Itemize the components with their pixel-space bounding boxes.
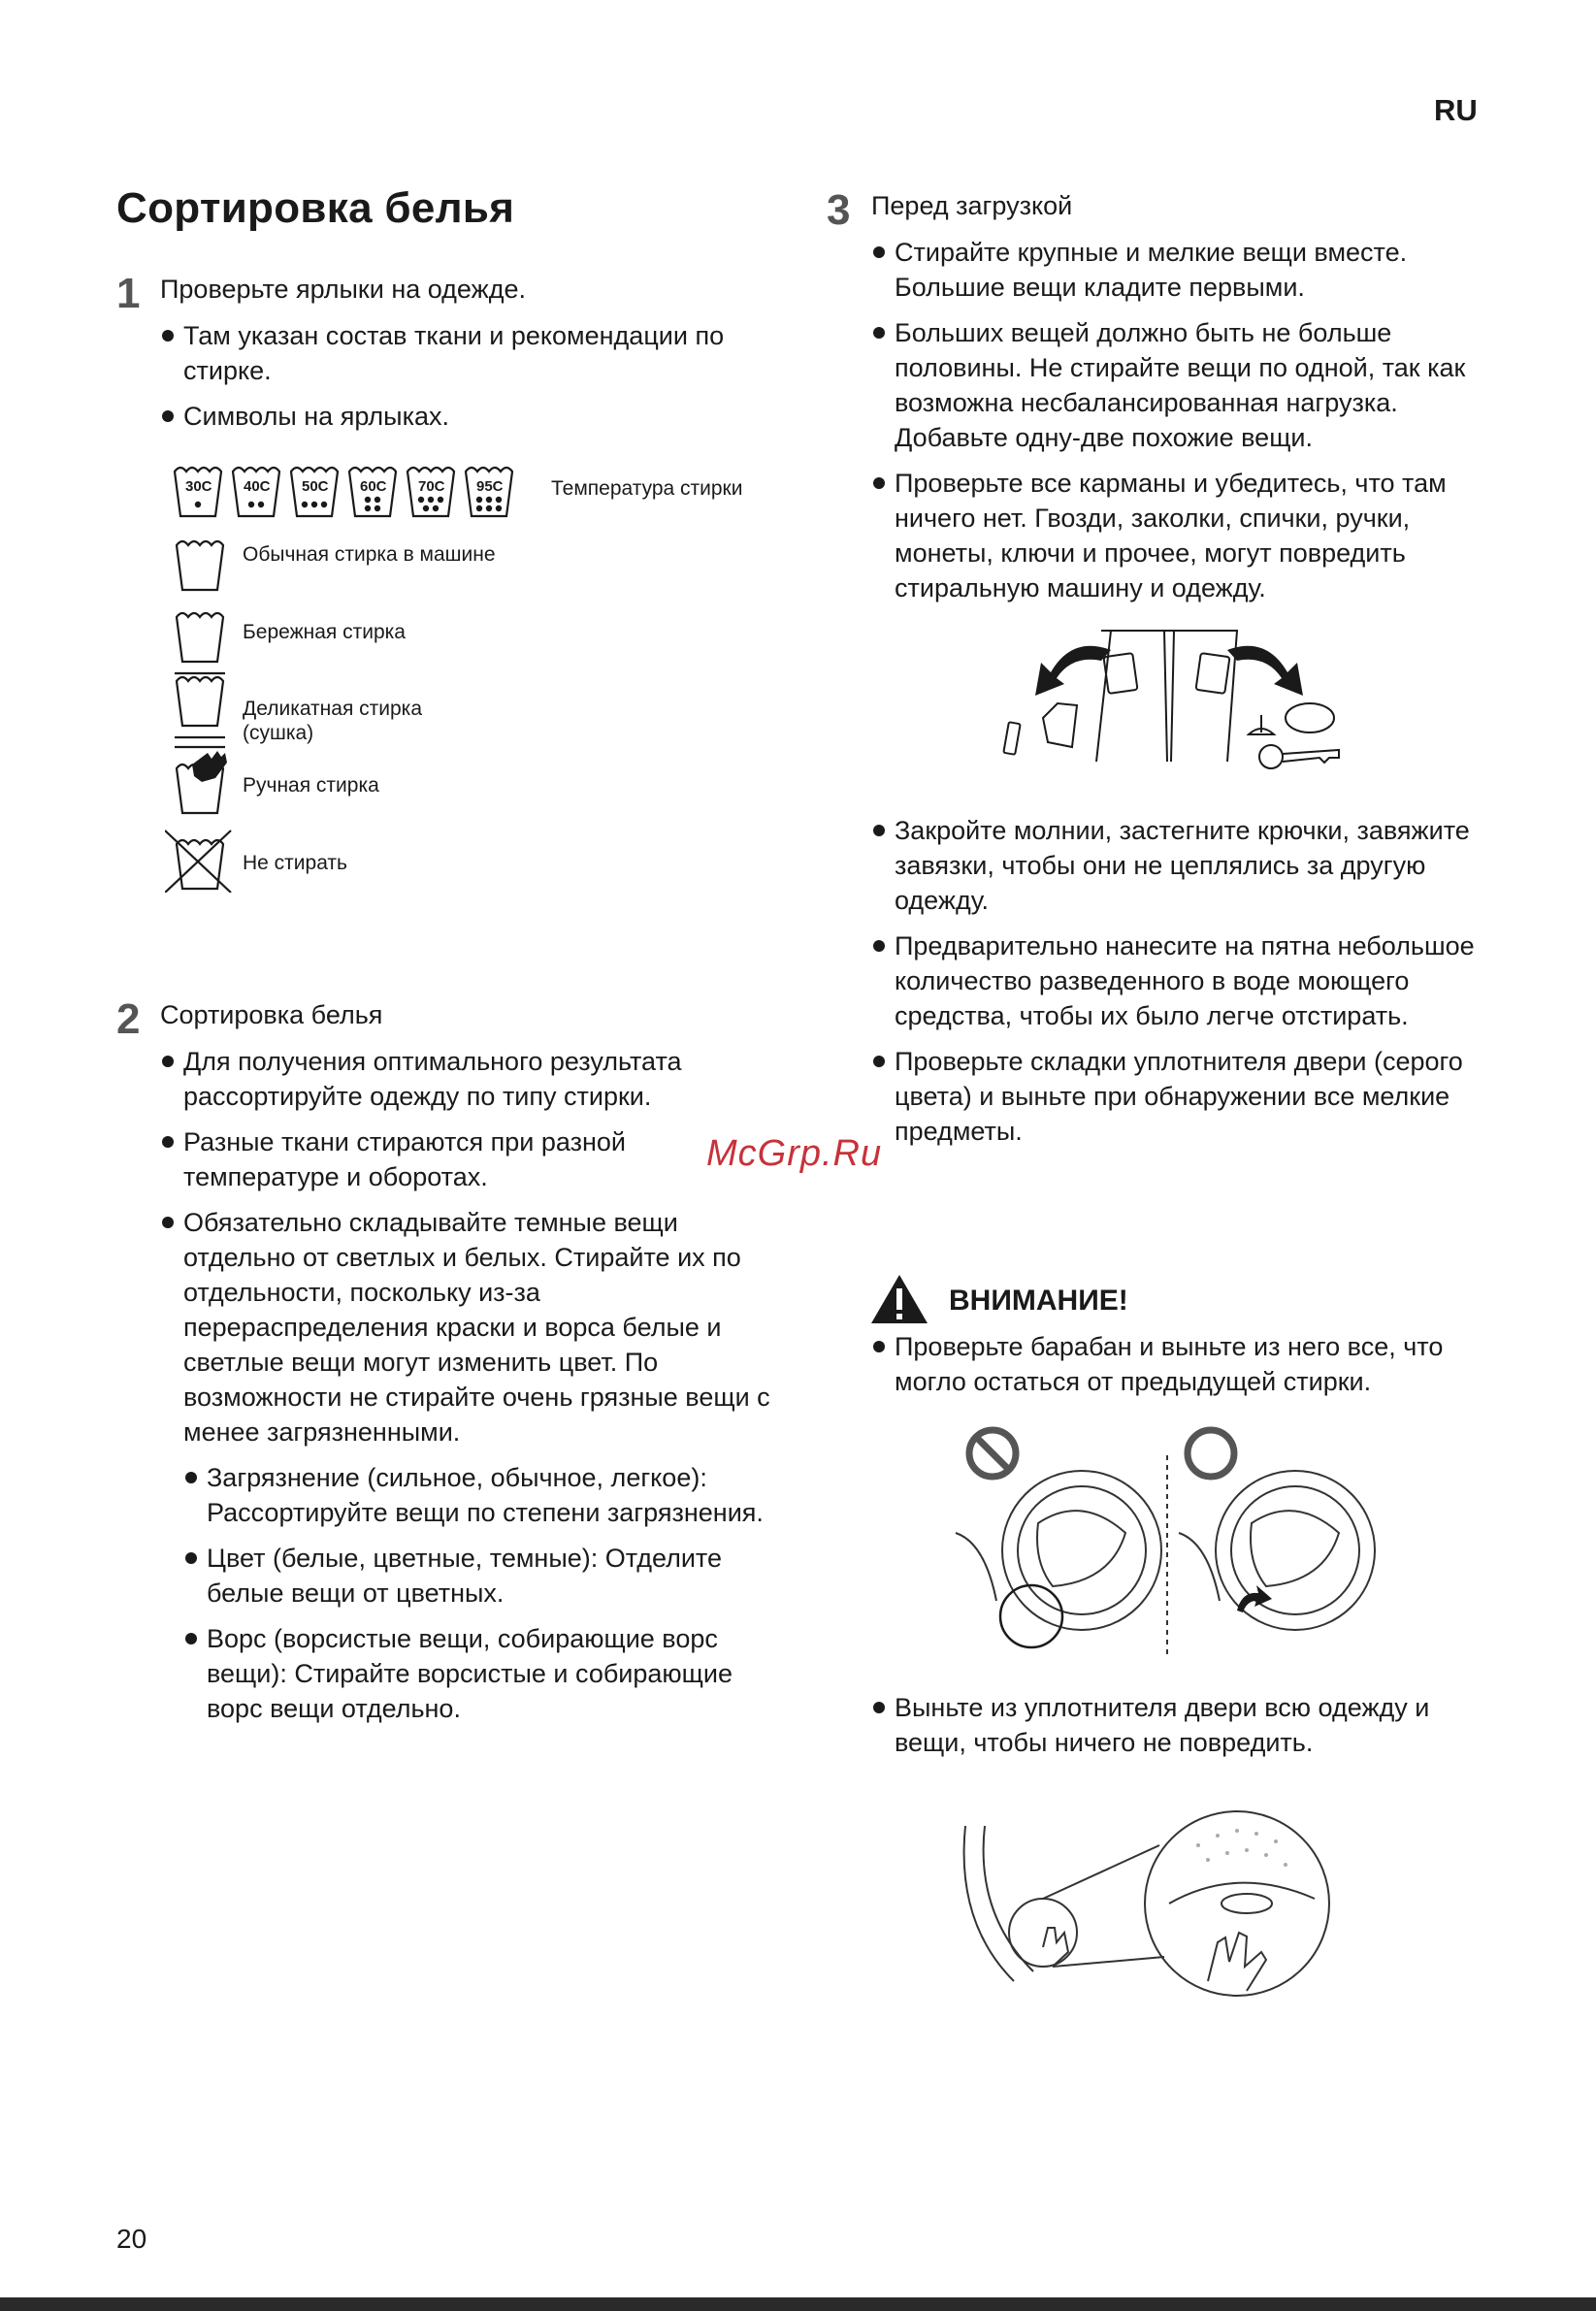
- step-3-bullets-a: [871, 235, 1482, 616]
- language-label: RU: [1434, 93, 1478, 127]
- warning-bullet-1: [871, 1329, 1482, 1410]
- list-item: Для получения оптимального результата рассортируйте одежду по типу стирки.: [160, 1044, 771, 1114]
- warning-triangle-icon: [869, 1273, 929, 1325]
- list-item: Закройте молнии, застегните крючки, завяжите завязки, чтобы они не цеплялись за другую одежду.: [871, 813, 1482, 918]
- temp-label: 50C: [302, 478, 329, 495]
- warning-title: ВНИМАНИЕ!: [949, 1285, 1128, 1317]
- normal-wash-icon: [177, 541, 223, 590]
- laundry-symbols-figure: [165, 456, 786, 893]
- page-number: 20: [116, 2224, 147, 2254]
- door-seal-illustration: [956, 1806, 1344, 2001]
- drum-check-illustration: [946, 1426, 1383, 1659]
- temp-label: 40C: [244, 478, 271, 495]
- list-item: Цвет (белые, цветные, темные): Отделите белые вещи от цветных.: [183, 1541, 771, 1611]
- list-item: Проверьте все карманы и убедитесь, что там ничего нет. Гвозди, заколки, спички, ручки, монеты, ключи и прочее, могут повредить стиральную машину и одежду.: [871, 466, 1482, 605]
- temp-label: 95C: [476, 478, 504, 495]
- symbol-label-nowash: Не стирать: [243, 852, 347, 874]
- list-item: Там указан состав ткани и рекомендации по стирке.: [160, 318, 771, 388]
- list-item: Больших вещей должно быть не больше половины. Не стирайте вещи по одной, так как возможна несбалансированная нагрузка. Добавьте одну-две похожие вещи.: [871, 315, 1482, 455]
- step-2-title: Сортировка белья: [160, 1000, 383, 1029]
- allowed-icon: [1188, 1430, 1234, 1477]
- list-item: Загрязнение (сильное, обычное, легкое): Рассортируйте вещи по степени загрязнения.: [183, 1460, 771, 1530]
- page-title: Сортировка белья: [116, 184, 515, 232]
- bottom-bar: [0, 2297, 1596, 2311]
- pocket-check-illustration: [994, 626, 1353, 771]
- arrow-right-icon: [1227, 646, 1303, 696]
- warning-bullet-2: [871, 1690, 1482, 1771]
- arrow-left-icon: [1035, 646, 1111, 696]
- delicate-wash-icon: [175, 677, 225, 747]
- temp-label: 70C: [418, 478, 445, 495]
- list-item: Символы на ярлыках.: [160, 399, 771, 434]
- do-not-wash-icon: [165, 830, 231, 893]
- step-3-title: Перед загрузкой: [871, 191, 1073, 220]
- list-item: Предварительно нанесите на пятна небольшое количество разведенного в воде моющего средства, чтобы их было легче отстирать.: [871, 928, 1482, 1033]
- list-item: Проверьте складки уплотнителя двери (серого цвета) и выньте при обнаружении все мелкие предметы.: [871, 1044, 1482, 1149]
- step-1-bullets: [160, 318, 771, 444]
- symbol-label-normal: Обычная стирка в машине: [243, 543, 496, 566]
- step-2-bullets: [160, 1044, 771, 1737]
- list-item: Проверьте барабан и выньте из него все, что могло остаться от предыдущей стирки.: [871, 1329, 1482, 1399]
- list-item: Выньте из уплотнителя двери всю одежду и вещи, чтобы ничего не повредить.: [871, 1690, 1482, 1760]
- temp-label: 30C: [185, 478, 212, 495]
- step-1-title: Проверьте ярлыки на одежде.: [160, 275, 526, 304]
- symbol-label-delicate-sub: (сушка): [243, 722, 314, 744]
- symbol-label-hand: Ручная стирка: [243, 774, 379, 797]
- symbol-label-temperature: Температура стирки: [551, 477, 743, 500]
- list-item: Разные ткани стираются при разной температуре и оборотах.: [160, 1124, 771, 1194]
- step-3-number: 3: [827, 186, 851, 234]
- step-2-number: 2: [116, 995, 141, 1043]
- step-3-bullets-b: [871, 813, 1482, 1159]
- list-item: Стирайте крупные и мелкие вещи вместе. Большие вещи кладите первыми.: [871, 235, 1482, 305]
- step-1-number: 1: [116, 270, 141, 317]
- gentle-wash-icon: [175, 613, 225, 673]
- watermark: McGrp.Ru: [706, 1133, 883, 1174]
- symbol-label-delicate: Деликатная стирка: [243, 698, 423, 720]
- symbol-label-gentle: Бережная стирка: [243, 621, 406, 643]
- list-item: Ворс (ворсистые вещи, собирающие ворс вещи): Стирайте ворсистые и собирающие ворс вещи отдельно.: [183, 1621, 771, 1726]
- list-item: Обязательно складывайте темные вещи отдельно от светлых и белых. Стирайте их по отдельности, поскольку из-за перераспределения краски и ворса белые и светлые вещи могут изменить цвет. По возможности не стирайте очень грязные вещи с менее загрязненными.: [160, 1205, 771, 1449]
- temp-label: 60C: [360, 478, 387, 495]
